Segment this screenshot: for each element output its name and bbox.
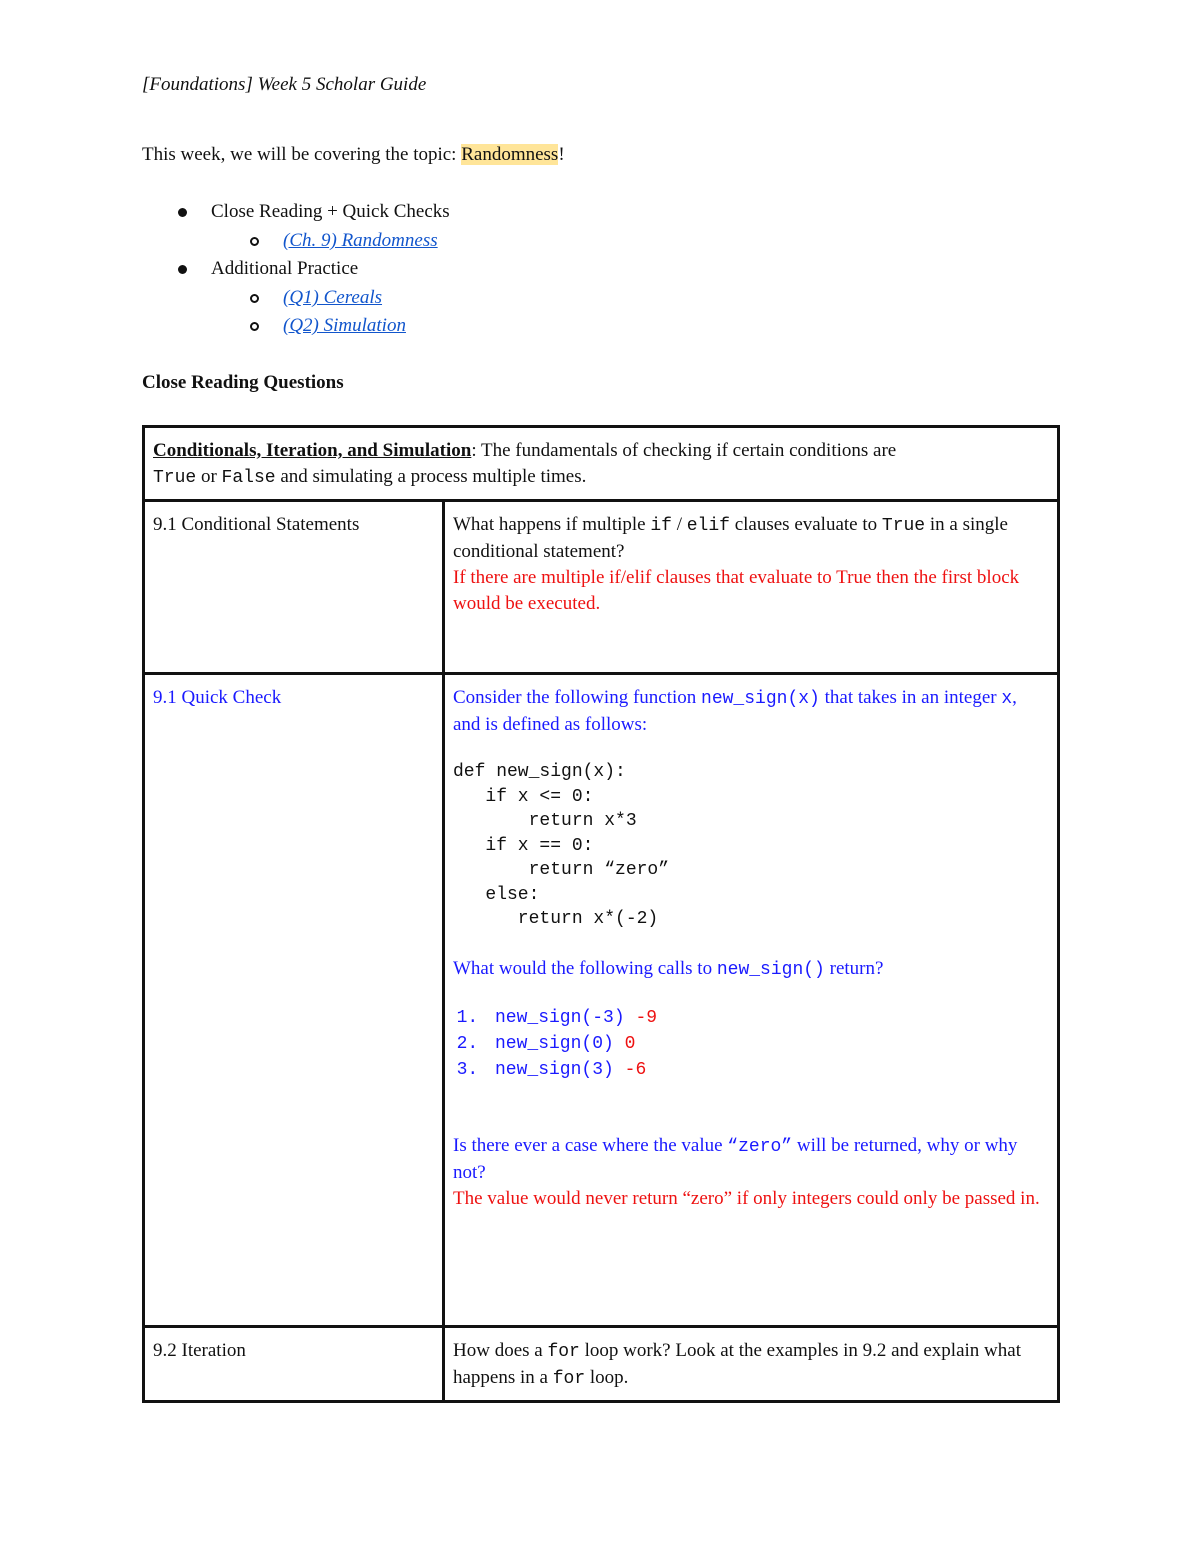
question-text-3: , and is defined as follows: (453, 687, 1017, 735)
call-expression: new_sign(3) (495, 1059, 614, 1080)
list-item (489, 1031, 1049, 1057)
call-answer: -9 (635, 1007, 658, 1028)
code-true: True (153, 468, 197, 488)
call-expression: new_sign(-3) (495, 1007, 625, 1028)
call-answer: 0 (624, 1033, 636, 1054)
bullet-disc-icon (178, 265, 187, 274)
question-text-2: that takes in an integer (819, 687, 1002, 708)
bullet-disc-icon (178, 208, 187, 217)
zero-question (453, 1133, 1049, 1186)
header-text: : The fundamentals of checking if certain conditions are (471, 440, 897, 461)
header-or: or (196, 466, 222, 487)
list-item-label: Close Reading + Quick Checks (211, 201, 450, 222)
calls-question (453, 956, 1049, 983)
topic-highlight: Randomness (461, 144, 559, 165)
table-header-cell (144, 427, 1059, 501)
list-item (489, 1057, 1049, 1083)
table-row (144, 501, 1059, 674)
sub-list-item (250, 313, 406, 339)
question-text-2: clauses evaluate to (729, 514, 882, 535)
bullet-circle-icon (250, 294, 259, 303)
link-q2-simulation[interactable]: (Q2) Simulation (283, 315, 406, 336)
call-expression: new_sign(0) (495, 1033, 614, 1054)
table-row (144, 1327, 1059, 1402)
code-if: if (650, 516, 672, 536)
section-heading: Close Reading Questions (142, 372, 344, 393)
question-slash: / (671, 514, 687, 535)
row-content-cell (444, 1327, 1059, 1402)
row-label: 9.1 Quick Check (153, 687, 282, 708)
list-item-label: Additional Practice (211, 258, 359, 279)
row-label-cell (144, 501, 444, 674)
list-item (178, 199, 450, 225)
table-row (144, 674, 1059, 1327)
code-zero: “zero” (727, 1136, 793, 1157)
close-reading-table (142, 425, 1060, 1403)
intro-line (142, 142, 565, 168)
question-text-3: loop. (585, 1367, 629, 1388)
document-title: [Foundations] Week 5 Scholar Guide (142, 74, 427, 95)
link-ch9-randomness[interactable]: (Ch. 9) Randomness (283, 230, 438, 251)
question-text: What happens if multiple (453, 514, 651, 535)
question-text-2: will be returned, why or why not? (453, 1134, 1018, 1183)
link-q1-cereals[interactable]: (Q1) Cereals (283, 287, 383, 308)
answer-text: The value would never return “zero” if only integers could only be passed in. (453, 1187, 1040, 1209)
code-false: False (221, 468, 276, 488)
question-text: Is there ever a case where the value (453, 1134, 728, 1156)
list-item (178, 256, 358, 282)
code-new-sign: new_sign(x) (701, 689, 820, 709)
code-new-sign-call: new_sign() (716, 959, 825, 980)
code-for: for (547, 1342, 580, 1362)
question-text: Consider the following function (453, 687, 702, 708)
bullet-circle-icon (250, 322, 259, 331)
code-block: def new_sign(x): if x <= 0: return x*3 if x == 0: return “zero” else: return x*(-2) (453, 762, 670, 929)
table-header-row (144, 427, 1059, 501)
answer-text: If there are multiple if/elif clauses that evaluate to True then the first block would be executed. (453, 567, 1020, 614)
code-true: True (881, 516, 926, 536)
row-label: 9.1 Conditional Statements (153, 514, 360, 535)
calls-list (453, 1005, 1049, 1083)
code-elif: elif (686, 516, 730, 536)
row-content-cell (444, 501, 1059, 674)
question-text-3: in a single conditional statement? (453, 514, 1008, 562)
header-text-2: and simulating a process multiple times. (275, 466, 587, 487)
list-item (489, 1005, 1049, 1031)
question-text-2: return? (824, 957, 884, 979)
row-label-cell (144, 1327, 444, 1402)
sub-list-item (250, 285, 382, 311)
sub-list-item (250, 228, 438, 254)
row-label-cell (144, 674, 444, 1327)
question-text: What would the following calls to (453, 957, 717, 979)
bullet-circle-icon (250, 237, 259, 246)
header-topic: Conditionals, Iteration, and Simulation (153, 440, 472, 461)
intro-suffix: ! (558, 144, 565, 165)
question-text: How does a (453, 1340, 548, 1361)
intro-text: This week, we will be covering the topic: (142, 144, 462, 165)
code-x: x (1001, 689, 1013, 709)
code-for-2: for (552, 1369, 586, 1389)
call-answer: -6 (624, 1059, 647, 1080)
row-content-cell (444, 674, 1059, 1327)
question-text-2: loop work? Look at the examples in 9.2 and explain what happens in a (453, 1340, 1021, 1388)
row-label: 9.2 Iteration (153, 1340, 246, 1361)
